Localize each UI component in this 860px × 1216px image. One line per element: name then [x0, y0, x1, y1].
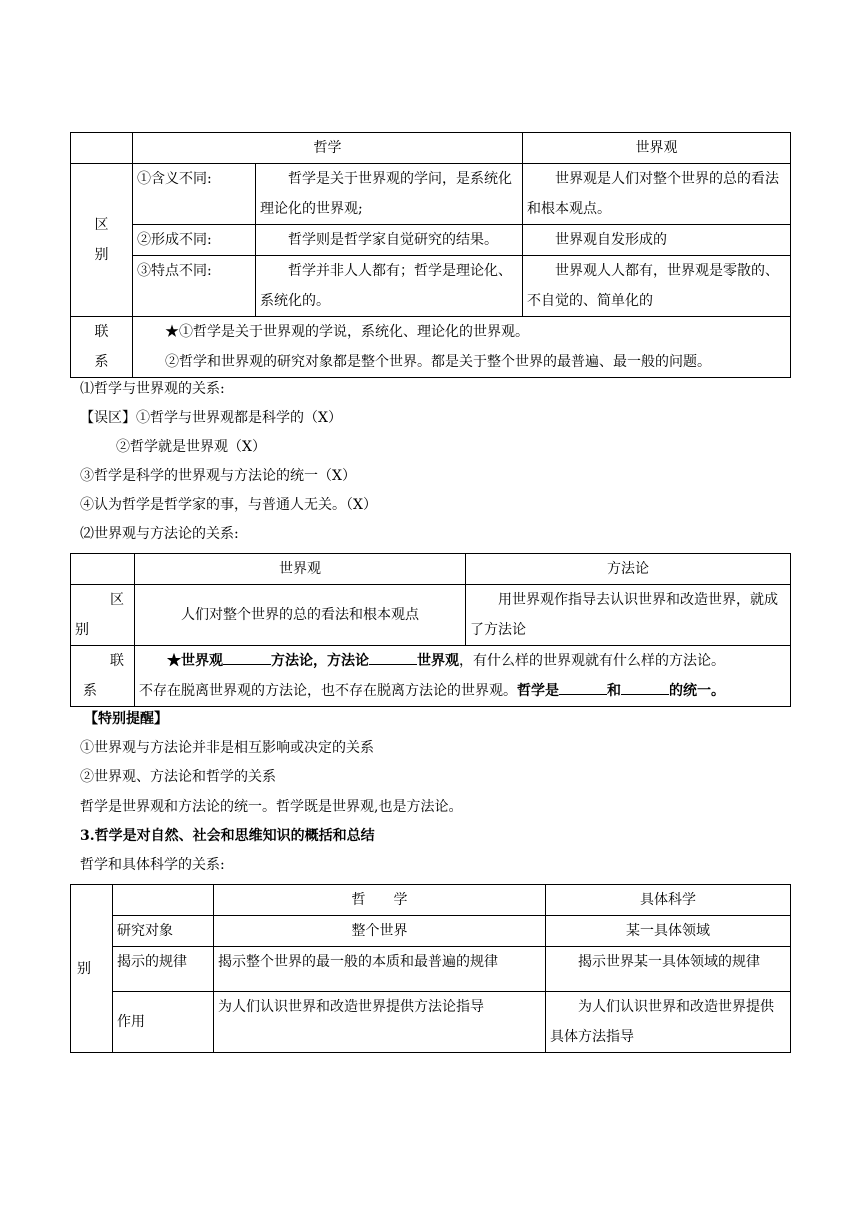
fill-blank	[369, 650, 417, 665]
table1-diff-label	[71, 164, 133, 317]
table2-link-bold: ★世界观	[167, 653, 223, 669]
table3-diff-label	[71, 885, 113, 1053]
table2-diff-label	[71, 585, 135, 646]
table1-item: ①含义不同:	[133, 164, 256, 225]
table3-item: 作用	[113, 992, 214, 1053]
reminder-line: ②世界观、方法论和哲学的关系	[80, 769, 276, 785]
table2-link-line-1	[139, 646, 786, 676]
table3-header-philosophy: 哲 学	[214, 885, 546, 916]
philosophy-worldview-table	[70, 132, 791, 378]
table3-science-cell: 揭示世界某一具体领域的规律	[546, 947, 791, 992]
table2-corner-cell	[71, 554, 135, 585]
table2-link-label-2: 系	[83, 683, 97, 699]
table2-worldview-cell: 人们对整个世界的总的看法和根本观点	[135, 585, 466, 646]
table3-item: 揭示的规律	[113, 947, 214, 992]
philosophy-science-table	[70, 884, 791, 1053]
table3-item: 研究对象	[113, 916, 214, 947]
table1-link-line-2: ②哲学和世界观的研究对象都是整个世界。都是关于整个世界的最普遍、最一般的问题。	[165, 354, 711, 370]
table2-link-line-2	[139, 676, 786, 706]
fill-blank	[559, 680, 607, 695]
table3-philosophy-cell: 整个世界	[214, 916, 546, 947]
reminder-line: 哲学是世界观和方法论的统一。哲学既是世界观,也是方法论。	[80, 799, 463, 815]
section-heading: ⑵世界观与方法论的关系:	[80, 526, 239, 542]
fill-blank	[621, 680, 669, 695]
section-title: 3.哲学是对自然、社会和思维知识的概括和总结	[80, 828, 375, 844]
table1-philosophy-cell: 哲学是关于世界观的学问，是系统化理论化的世界观;	[256, 164, 523, 225]
table2-link-bold: 世界观	[417, 653, 459, 669]
table3-corner-cell	[113, 885, 214, 916]
table2-diff-label-2: 别	[75, 622, 89, 638]
table1-link-line-1: ★①哲学是关于世界观的学说，系统化、理论化的世界观。	[165, 324, 529, 340]
table1-item: ②形成不同:	[133, 225, 256, 256]
table3-diff-label-text: 别	[77, 960, 91, 977]
table2-method-cell: 用世界观作指导去认识世界和改造世界，就成了方法论	[466, 585, 791, 646]
table1-link-label	[71, 317, 133, 378]
table2-link-text: 不存在脱离世界观的方法论，也不存在脱离方法论的世界观。	[139, 683, 517, 699]
fill-blank	[223, 650, 271, 665]
table3-philosophy-cell: 揭示整个世界的最一般的本质和最普遍的规律	[214, 947, 546, 992]
table1-header-worldview: 世界观	[523, 133, 791, 164]
misconception-line: ③哲学是科学的世界观与方法论的统一（X）	[80, 468, 356, 484]
table1-header-philosophy: 哲学	[133, 133, 523, 164]
section-heading: ⑴哲学与世界观的关系:	[80, 381, 225, 397]
table1-diff-label-1: 区	[94, 217, 109, 233]
table2-link-label-1: 联	[110, 653, 124, 669]
table2-header-worldview: 世界观	[135, 554, 466, 585]
table1-link-cell	[133, 317, 791, 378]
table1-item: ③特点不同:	[133, 256, 256, 317]
table2-header-method: 方法论	[466, 554, 791, 585]
reminder-heading: 【特别提醒】	[84, 711, 168, 727]
misconception-line: 【误区】①哲学与世界观都是科学的（X）	[80, 410, 342, 426]
table3-science-cell: 为人们认识世界和改造世界提供具体方法指导	[546, 992, 791, 1053]
table2-link-bold: 和	[607, 683, 621, 699]
table1-diff-label-2: 别	[94, 247, 109, 263]
table1-link-label-2: 系	[94, 354, 109, 370]
table1-link-label-1: 联	[94, 324, 109, 340]
table2-link-bold: 方法论，方法论	[271, 653, 369, 669]
table1-philosophy-cell: 哲学则是哲学家自觉研究的结果。	[256, 225, 523, 256]
table2-link-bold: 哲学是	[517, 683, 559, 699]
worldview-methodology-table	[70, 553, 791, 707]
table1-philosophy-cell: 哲学并非人人都有；哲学是理论化、系统化的。	[256, 256, 523, 317]
misconception-line: ④认为哲学是哲学家的事，与普通人无关。（X）	[80, 497, 377, 513]
section-heading: 哲学和具体科学的关系:	[80, 857, 225, 873]
table2-link-text: ，有什么样的世界观就有什么样的方法论。	[459, 653, 725, 669]
table2-link-label	[71, 646, 135, 707]
table2-link-bold: 的统一。	[669, 683, 725, 699]
table2-diff-label-1: 区	[110, 592, 124, 608]
table3-science-cell: 某一具体领域	[546, 916, 791, 947]
table3-header-science: 具体科学	[546, 885, 791, 916]
table1-worldview-cell: 世界观自发形成的	[523, 225, 791, 256]
table2-link-cell	[135, 646, 791, 707]
table1-worldview-cell: 世界观人人都有，世界观是零散的、不自觉的、简单化的	[523, 256, 791, 317]
reminder-line: ①世界观与方法论并非是相互影响或决定的关系	[80, 740, 374, 756]
misconception-line: ②哲学就是世界观（X）	[116, 439, 266, 455]
table1-corner-cell	[71, 133, 133, 164]
table1-worldview-cell: 世界观是人们对整个世界的总的看法和根本观点。	[523, 164, 791, 225]
table3-philosophy-cell: 为人们认识世界和改造世界提供方法论指导	[214, 992, 546, 1053]
